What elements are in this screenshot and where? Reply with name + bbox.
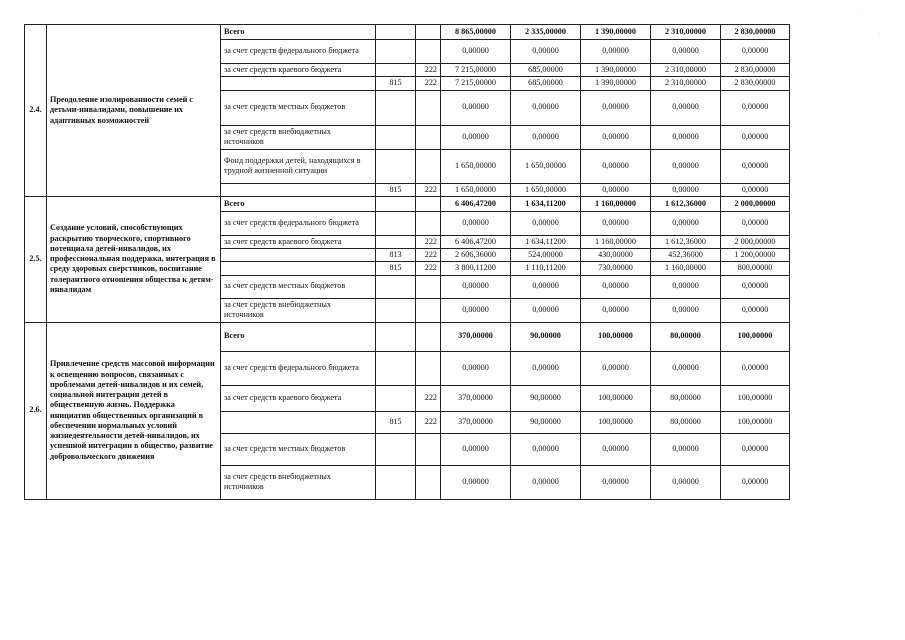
amount-cell: 1 390,00000 bbox=[581, 77, 651, 90]
amount-cell: 0,00000 bbox=[651, 298, 721, 322]
amount-cell: 1 650,00000 bbox=[441, 149, 511, 183]
amount-cell: 0,00000 bbox=[441, 40, 511, 64]
amount-cell: 0,00000 bbox=[721, 465, 790, 499]
funding-source-cell: за счет средств федерального бюджета bbox=[221, 351, 376, 385]
amount-cell: 90,00000 bbox=[511, 411, 581, 433]
budget-code-cell: 815 bbox=[376, 262, 416, 275]
amount-cell: 100,00000 bbox=[721, 322, 790, 351]
amount-cell: 0,00000 bbox=[651, 90, 721, 125]
expense-code-cell bbox=[416, 211, 441, 235]
amount-cell: 90,00000 bbox=[511, 385, 581, 411]
budget-code-cell bbox=[376, 25, 416, 40]
amount-cell: 1 612,36000 bbox=[651, 196, 721, 211]
section-title: Привлечение средств массовой информации к освещению вопросов, связанных с проблемами детей-инвалидов и их семей, социальной интеграции детей в общественную жизнь. Поддержка инициатив общественных организаций в обеспечении нормальных условий жизнедеятельности детей-инвалидов, их успешной интеграции в общество, развитие добровольческого движения bbox=[47, 322, 221, 499]
scan-mark: · bbox=[878, 32, 880, 38]
table-row bbox=[25, 25, 790, 40]
amount-cell: 1 650,00000 bbox=[511, 149, 581, 183]
expense-code-cell bbox=[416, 196, 441, 211]
amount-cell: 0,00000 bbox=[511, 351, 581, 385]
expense-code-cell bbox=[416, 149, 441, 183]
expense-code-cell bbox=[416, 25, 441, 40]
amount-cell: 0,00000 bbox=[511, 125, 581, 149]
amount-cell: 730,00000 bbox=[581, 262, 651, 275]
budget-code-cell bbox=[376, 322, 416, 351]
amount-cell: 0,00000 bbox=[581, 298, 651, 322]
amount-cell: 3 800,11200 bbox=[441, 262, 511, 275]
table-row bbox=[25, 196, 790, 211]
budget-code-cell: 815 bbox=[376, 411, 416, 433]
amount-cell: 0,00000 bbox=[651, 149, 721, 183]
funding-source-cell: Всего bbox=[221, 25, 376, 40]
budget-code-cell bbox=[376, 211, 416, 235]
expense-code-cell: 222 bbox=[416, 235, 441, 248]
amount-cell: 80,00000 bbox=[651, 322, 721, 351]
amount-cell: 80,00000 bbox=[651, 411, 721, 433]
funding-source-cell: Фонд поддержки детей, находящихся в трудной жизненной ситуации bbox=[221, 149, 376, 183]
section-title: Преодоление изолированности семей с детьми-инвалидами, повышение их адаптивных возможностей bbox=[47, 25, 221, 197]
funding-source-cell bbox=[221, 77, 376, 90]
amount-cell: 100,00000 bbox=[581, 322, 651, 351]
amount-cell: 685,00000 bbox=[511, 77, 581, 90]
funding-source-cell: за счет средств местных бюджетов bbox=[221, 90, 376, 125]
amount-cell: 0,00000 bbox=[441, 433, 511, 465]
amount-cell: 0,00000 bbox=[441, 90, 511, 125]
funding-source-cell: за счет средств местных бюджетов bbox=[221, 275, 376, 298]
expense-code-cell: 222 bbox=[416, 411, 441, 433]
section-number: 2.6. bbox=[25, 322, 47, 499]
amount-cell: 1 160,00000 bbox=[581, 196, 651, 211]
amount-cell: 0,00000 bbox=[651, 183, 721, 196]
expense-code-cell: 222 bbox=[416, 249, 441, 262]
scan-mark: · bbox=[858, 6, 860, 12]
amount-cell: 0,00000 bbox=[651, 465, 721, 499]
budget-code-cell bbox=[376, 40, 416, 64]
amount-cell: 0,00000 bbox=[441, 298, 511, 322]
amount-cell: 6 406,47200 bbox=[441, 235, 511, 248]
funding-source-cell: Всего bbox=[221, 322, 376, 351]
funding-source-cell: за счет средств федерального бюджета bbox=[221, 40, 376, 64]
amount-cell: 685,00000 bbox=[511, 64, 581, 77]
amount-cell: 0,00000 bbox=[651, 211, 721, 235]
amount-cell: 2 606,36000 bbox=[441, 249, 511, 262]
amount-cell: 0,00000 bbox=[581, 183, 651, 196]
amount-cell: 0,00000 bbox=[441, 125, 511, 149]
amount-cell: 100,00000 bbox=[721, 411, 790, 433]
amount-cell: 2 000,00000 bbox=[721, 196, 790, 211]
amount-cell: 0,00000 bbox=[721, 40, 790, 64]
funding-source-cell: за счет средств внебюджетных источников bbox=[221, 298, 376, 322]
budget-code-cell bbox=[376, 64, 416, 77]
amount-cell: 0,00000 bbox=[721, 211, 790, 235]
amount-cell: 0,00000 bbox=[441, 211, 511, 235]
funding-source-cell: Всего bbox=[221, 196, 376, 211]
funding-source-cell bbox=[221, 183, 376, 196]
amount-cell: 0,00000 bbox=[441, 465, 511, 499]
amount-cell: 80,00000 bbox=[651, 385, 721, 411]
expense-code-cell bbox=[416, 351, 441, 385]
section-number: 2.4. bbox=[25, 25, 47, 197]
amount-cell: 0,00000 bbox=[721, 275, 790, 298]
amount-cell: 1 390,00000 bbox=[581, 25, 651, 40]
budget-code-cell: 815 bbox=[376, 77, 416, 90]
amount-cell: 0,00000 bbox=[721, 90, 790, 125]
amount-cell: 1 650,00000 bbox=[511, 183, 581, 196]
amount-cell: 7 215,00000 bbox=[441, 64, 511, 77]
expense-code-cell bbox=[416, 125, 441, 149]
amount-cell: 0,00000 bbox=[581, 275, 651, 298]
amount-cell: 1 612,36000 bbox=[651, 235, 721, 248]
budget-code-cell bbox=[376, 149, 416, 183]
amount-cell: 8 865,00000 bbox=[441, 25, 511, 40]
amount-cell: 0,00000 bbox=[581, 465, 651, 499]
amount-cell: 0,00000 bbox=[511, 90, 581, 125]
amount-cell: 90,00000 bbox=[511, 322, 581, 351]
funding-source-cell bbox=[221, 411, 376, 433]
amount-cell: 6 406,47200 bbox=[441, 196, 511, 211]
amount-cell: 0,00000 bbox=[651, 125, 721, 149]
amount-cell: 800,00000 bbox=[721, 262, 790, 275]
budget-code-cell bbox=[376, 351, 416, 385]
amount-cell: 0,00000 bbox=[581, 433, 651, 465]
amount-cell: 1 390,00000 bbox=[581, 64, 651, 77]
section-title: Создание условий, способствующих раскрытию творческого, спортивного потенциала детей-инвалидов, их профессиональная поддержка, интеграция в среду здоровых сверстников, воспитание толерантного отношения общества к детям-инвалидам bbox=[47, 196, 221, 322]
budget-table bbox=[24, 24, 790, 500]
budget-code-cell bbox=[376, 298, 416, 322]
section-number: 2.5. bbox=[25, 196, 47, 322]
amount-cell: 0,00000 bbox=[511, 298, 581, 322]
expense-code-cell: 222 bbox=[416, 183, 441, 196]
budget-code-cell bbox=[376, 90, 416, 125]
amount-cell: 2 830,00000 bbox=[721, 77, 790, 90]
amount-cell: 0,00000 bbox=[581, 90, 651, 125]
expense-code-cell bbox=[416, 90, 441, 125]
budget-code-cell bbox=[376, 433, 416, 465]
table-body bbox=[25, 25, 790, 500]
amount-cell: 524,00000 bbox=[511, 249, 581, 262]
amount-cell: 2 310,00000 bbox=[651, 64, 721, 77]
expense-code-cell bbox=[416, 433, 441, 465]
amount-cell: 1 650,00000 bbox=[441, 183, 511, 196]
amount-cell: 100,00000 bbox=[721, 385, 790, 411]
amount-cell: 100,00000 bbox=[581, 411, 651, 433]
amount-cell: 0,00000 bbox=[721, 183, 790, 196]
amount-cell: 0,00000 bbox=[651, 275, 721, 298]
amount-cell: 1 160,00000 bbox=[651, 262, 721, 275]
expense-code-cell bbox=[416, 40, 441, 64]
amount-cell: 2 335,00000 bbox=[511, 25, 581, 40]
amount-cell: 2 830,00000 bbox=[721, 64, 790, 77]
budget-code-cell bbox=[376, 385, 416, 411]
amount-cell: 0,00000 bbox=[511, 211, 581, 235]
amount-cell: 0,00000 bbox=[581, 40, 651, 64]
amount-cell: 1 200,00000 bbox=[721, 249, 790, 262]
amount-cell: 0,00000 bbox=[721, 351, 790, 385]
funding-source-cell bbox=[221, 249, 376, 262]
amount-cell: 0,00000 bbox=[721, 149, 790, 183]
expense-code-cell bbox=[416, 298, 441, 322]
funding-source-cell: за счет средств внебюджетных источников bbox=[221, 125, 376, 149]
amount-cell: 0,00000 bbox=[511, 275, 581, 298]
funding-source-cell: за счет средств внебюджетных источников bbox=[221, 465, 376, 499]
amount-cell: 0,00000 bbox=[651, 351, 721, 385]
amount-cell: 0,00000 bbox=[581, 211, 651, 235]
amount-cell: 0,00000 bbox=[511, 465, 581, 499]
amount-cell: 1 634,11200 bbox=[511, 235, 581, 248]
amount-cell: 0,00000 bbox=[441, 275, 511, 298]
expense-code-cell bbox=[416, 465, 441, 499]
expense-code-cell: 222 bbox=[416, 64, 441, 77]
expense-code-cell bbox=[416, 322, 441, 351]
amount-cell: 0,00000 bbox=[581, 351, 651, 385]
amount-cell: 2 000,00000 bbox=[721, 235, 790, 248]
funding-source-cell: за счет средств краевого бюджета bbox=[221, 64, 376, 77]
amount-cell: 0,00000 bbox=[511, 433, 581, 465]
amount-cell: 0,00000 bbox=[441, 351, 511, 385]
amount-cell: 430,00000 bbox=[581, 249, 651, 262]
funding-source-cell: за счет средств краевого бюджета bbox=[221, 385, 376, 411]
budget-code-cell bbox=[376, 465, 416, 499]
expense-code-cell: 222 bbox=[416, 262, 441, 275]
amount-cell: 452,36000 bbox=[651, 249, 721, 262]
table-row bbox=[25, 322, 790, 351]
budget-code-cell bbox=[376, 235, 416, 248]
expense-code-cell: 222 bbox=[416, 77, 441, 90]
amount-cell: 1 634,11200 bbox=[511, 196, 581, 211]
amount-cell: 2 310,00000 bbox=[651, 77, 721, 90]
amount-cell: 0,00000 bbox=[721, 125, 790, 149]
amount-cell: 370,00000 bbox=[441, 385, 511, 411]
budget-code-cell: 815 bbox=[376, 183, 416, 196]
funding-source-cell: за счет средств федерального бюджета bbox=[221, 211, 376, 235]
funding-source-cell: за счет средств краевого бюджета bbox=[221, 235, 376, 248]
funding-source-cell: за счет средств местных бюджетов bbox=[221, 433, 376, 465]
amount-cell: 370,00000 bbox=[441, 322, 511, 351]
funding-source-cell bbox=[221, 262, 376, 275]
amount-cell: 0,00000 bbox=[511, 40, 581, 64]
amount-cell: 0,00000 bbox=[721, 433, 790, 465]
amount-cell: 2 310,00000 bbox=[651, 25, 721, 40]
budget-code-cell bbox=[376, 275, 416, 298]
amount-cell: 1 110,11200 bbox=[511, 262, 581, 275]
amount-cell: 0,00000 bbox=[651, 433, 721, 465]
amount-cell: 2 830,00000 bbox=[721, 25, 790, 40]
amount-cell: 0,00000 bbox=[721, 298, 790, 322]
amount-cell: 0,00000 bbox=[651, 40, 721, 64]
expense-code-cell: 222 bbox=[416, 385, 441, 411]
budget-code-cell: 813 bbox=[376, 249, 416, 262]
amount-cell: 100,00000 bbox=[581, 385, 651, 411]
amount-cell: 0,00000 bbox=[581, 125, 651, 149]
budget-code-cell bbox=[376, 196, 416, 211]
amount-cell: 1 160,00000 bbox=[581, 235, 651, 248]
budget-code-cell bbox=[376, 125, 416, 149]
amount-cell: 7 215,00000 bbox=[441, 77, 511, 90]
amount-cell: 370,00000 bbox=[441, 411, 511, 433]
expense-code-cell bbox=[416, 275, 441, 298]
amount-cell: 0,00000 bbox=[581, 149, 651, 183]
